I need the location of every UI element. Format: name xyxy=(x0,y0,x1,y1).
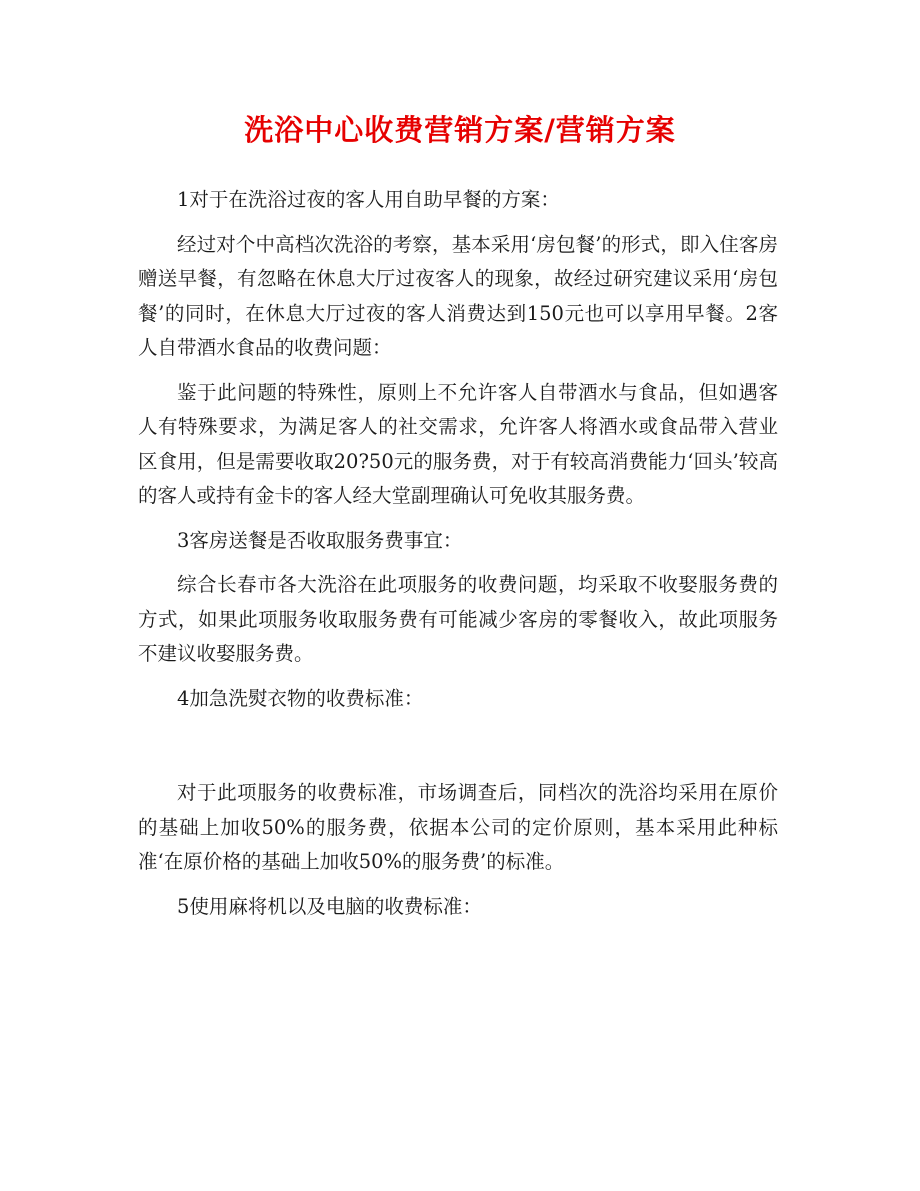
document-title: 洗浴中心收费营销方案/营销方案 xyxy=(244,113,676,147)
paragraph-laundry-fee: 对于此项服务的收费标准，市场调查后，同档次的洗浴均采用在原价的基础上加收50%的服务费，依据本公司的定价原则，基本采用此种标准‘在原价格的基础上加收50%的服务费’的标准。 xyxy=(138,781,778,873)
paragraph-3-heading: 3客房送餐是否收取服务费事宜： xyxy=(177,528,463,552)
paragraph-4-heading: 4加急洗熨衣物的收费标准： xyxy=(177,686,424,710)
paragraph-breakfast-plan: 经过对个中高档次洗浴的考察，基本采用‘房包餐’的形式，即入住客房赠送早餐，有忽略在休息大厅过夜客人的现象，故经过研究建议采用‘房包餐’的同时，在休息大厅过夜的客人消费达到150元也可以享用早餐。2客人自带酒水食品的收费问题： xyxy=(138,232,778,359)
paragraph-5-heading: 5使用麻将机以及电脑的收费标准： xyxy=(177,894,482,918)
paragraph-1-heading: 1对于在洗浴过夜的客人用自助早餐的方案： xyxy=(177,188,560,211)
paragraph-own-drinks: 鉴于此问题的特殊性，原则上不允许客人自带酒水与食品，但如遇客人有特殊要求，为满足客人的社交需求，允许客人将酒水或食品带入营业区食用，但是需要收取20?50元的服务费，对于有较高消费能力‘回头’较高的客人或持有金卡的客人经大堂副理确认可免收其服务费。 xyxy=(138,380,778,507)
paragraph-room-service: 综合长春市各大洗浴在此项服务的收费问题，均采取不收娶服务费的方式，如果此项服务收取服务费有可能减少客房的零餐收入，故此项服务不建议收娶服务费。 xyxy=(138,573,778,665)
document-body xyxy=(138,183,778,934)
